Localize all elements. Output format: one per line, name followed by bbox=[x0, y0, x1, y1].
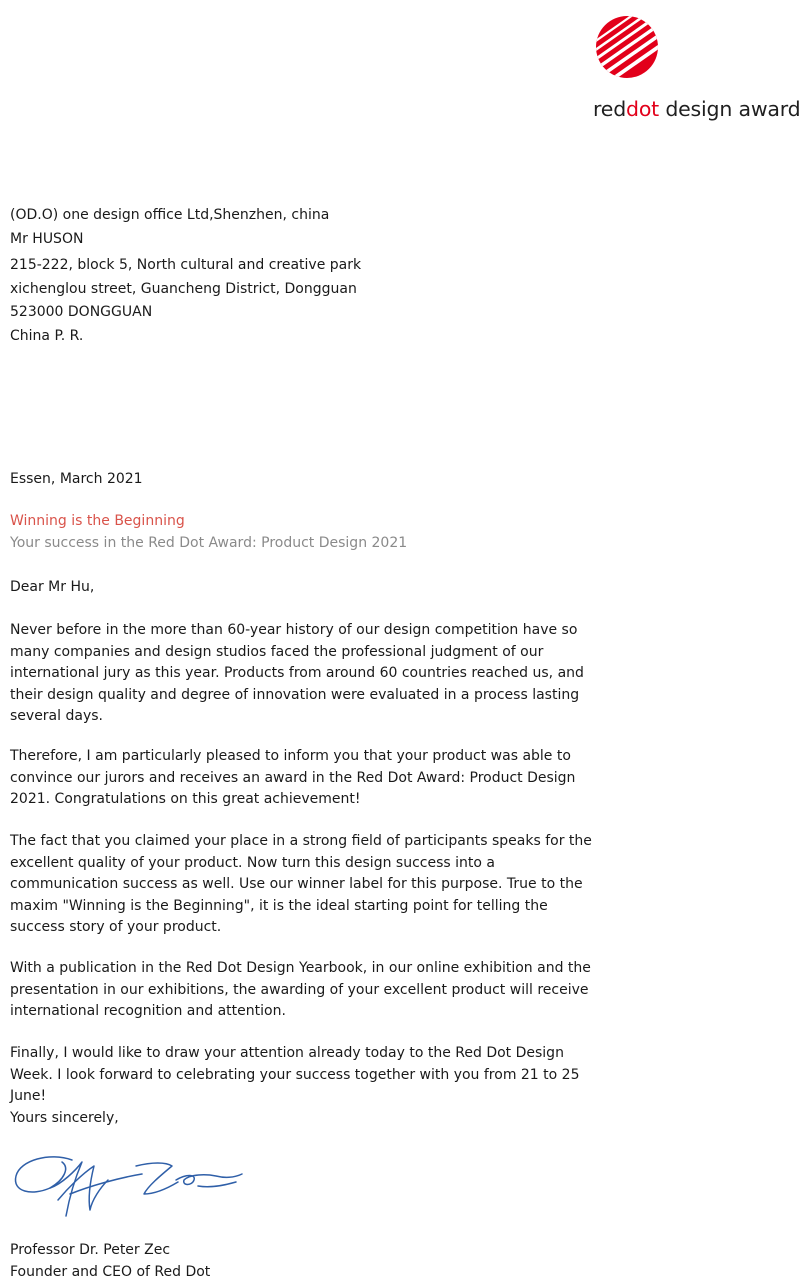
body-paragraph-2: Therefore, I am particularly pleased to inform you that your product was able to convince our jurors and receives an award in the Red Dot Award: Product Design 2021. Congratulations on this great achievement! bbox=[10, 748, 576, 807]
letter-date: Essen, March 2021 bbox=[10, 471, 143, 487]
address-line: 215-222, block 5, North cultural and creative park bbox=[10, 256, 362, 273]
signature-image bbox=[10, 1148, 260, 1226]
signer-title: Founder and CEO of Red Dot bbox=[10, 1263, 211, 1280]
closing: Yours sincerely, bbox=[10, 1110, 119, 1126]
recipient-address bbox=[10, 203, 610, 348]
body-paragraph-3: The fact that you claimed your place in a strong field of participants speaks for the excellent quality of your product. Now turn this design success into a communication success as well. Use our winner label for this purpose. True to the maxim "Winning is the Beginning", it is the ideal starting point for telling the success story of your product. bbox=[10, 833, 592, 935]
reddot-emblem-icon bbox=[594, 8, 660, 86]
body-paragraph-4: With a publication in the Red Dot Design Yearbook, in our online exhibition and the presentation in our exhibitions, the awarding of your excellent product will receive international recognition and attention. bbox=[10, 960, 591, 1019]
letter-subheadline: Your success in the Red Dot Award: Product Design 2021 bbox=[10, 535, 408, 551]
address-line: China P. R. bbox=[10, 327, 84, 344]
signer-name: Professor Dr. Peter Zec bbox=[10, 1242, 171, 1258]
address-line: 523000 DONGGUAN bbox=[10, 303, 153, 320]
body-paragraph-1: Never before in the more than 60-year history of our design competition have so many companies and design studios faced the professional judgment of our international jury as this year. Products from around 60 countries reached us, and their design quality and degree of innovation were evaluated in a process lasting several days. bbox=[10, 622, 584, 724]
body-paragraph-5: Finally, I would like to draw your attention already today to the Red Dot Design Week. I look forward to celebrating your success together with you from 21 to 25 June! bbox=[10, 1045, 580, 1104]
reddot-logo bbox=[580, 0, 800, 135]
address-line: (OD.O) one design office Ltd,Shenzhen, china bbox=[10, 207, 330, 223]
address-line: Mr HUSON bbox=[10, 231, 84, 248]
signer-block bbox=[10, 1240, 610, 1283]
address-line: xichenglou street, Guancheng District, Dongguan bbox=[10, 280, 357, 297]
letter-headline: Winning is the Beginning bbox=[10, 513, 185, 529]
logo-wordmark: reddot design award bbox=[593, 97, 800, 121]
salutation: Dear Mr Hu, bbox=[10, 579, 95, 595]
